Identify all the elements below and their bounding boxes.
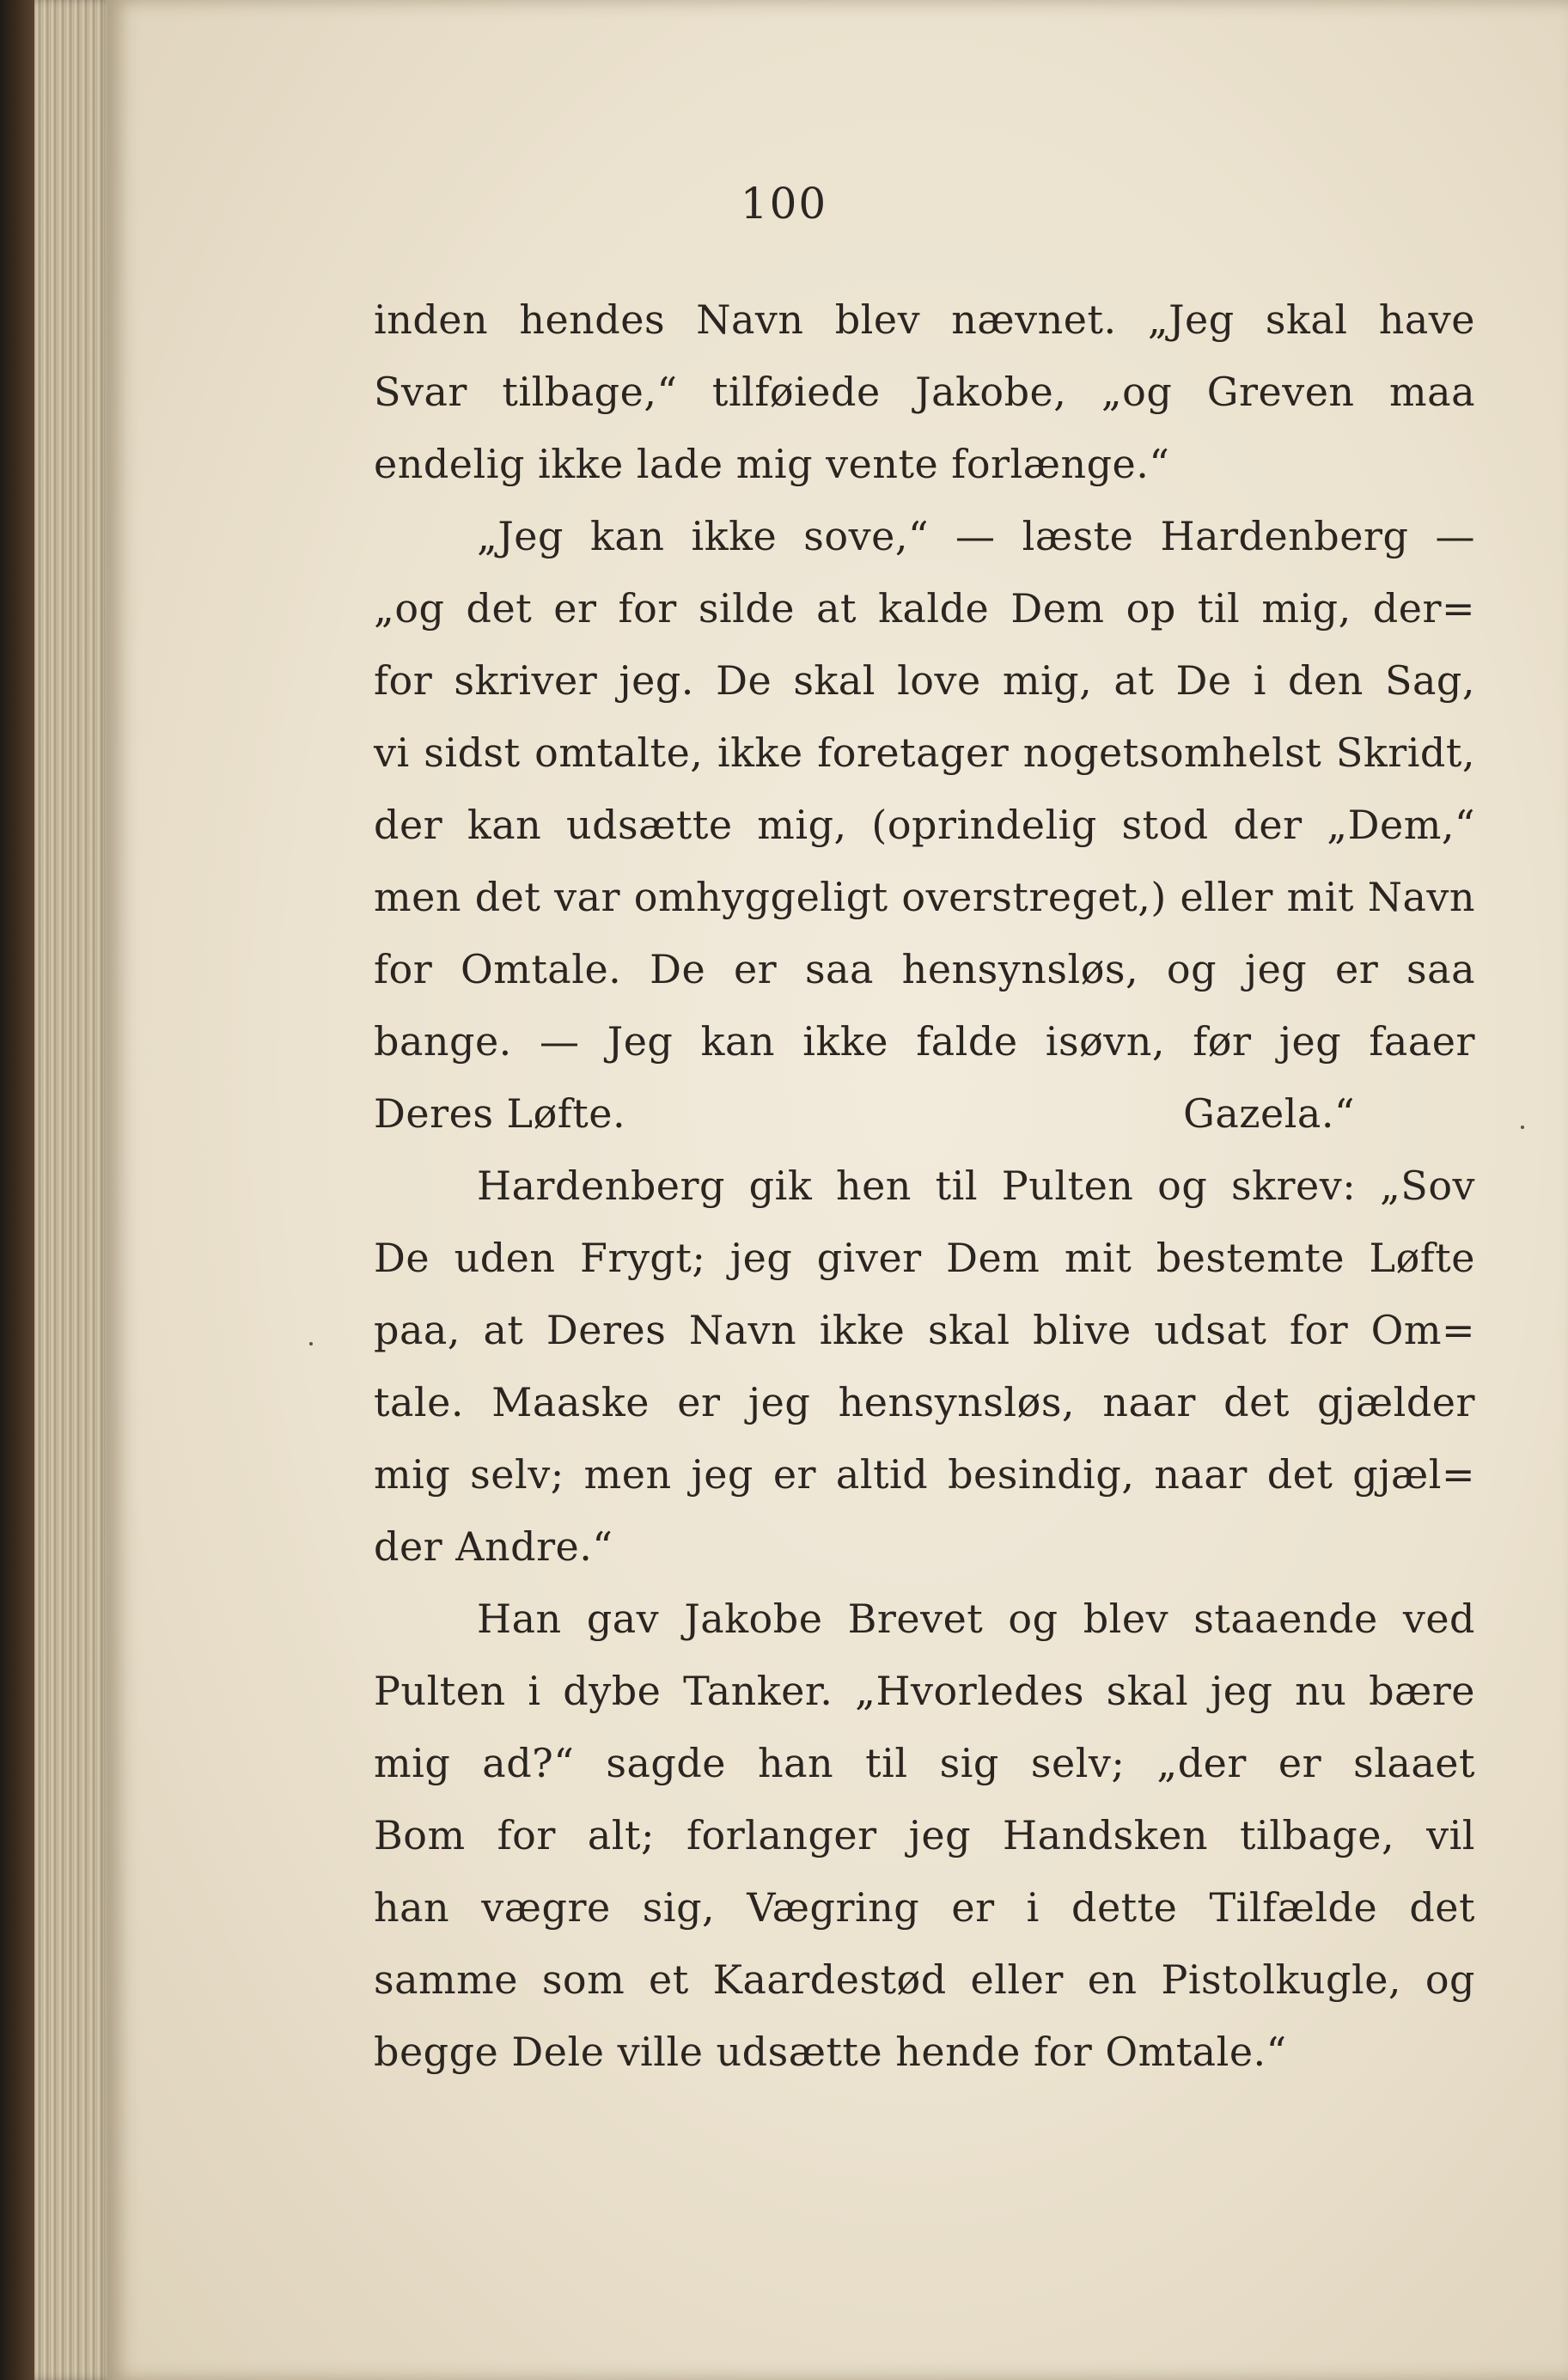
text-line: han vægre sig, Vægring er i dette Tilfælde det: [374, 1884, 1475, 1931]
text-line: inden hendes Navn blev nævnet. „Jeg skal have: [374, 296, 1475, 343]
page-edge-stack: [34, 0, 112, 2380]
paper-speck: [309, 1342, 313, 1346]
text-line: mig ad?“ sagde han til sig selv; „der er slaaet: [374, 1740, 1475, 1786]
text-line: samme som et Kaardestød eller en Pistolkugle, og: [374, 1956, 1475, 2003]
paper-speck: [1521, 1126, 1524, 1129]
text-line: tale. Maaske er jeg hensynsløs, naar det gjælder: [374, 1379, 1475, 1425]
text-line: endelig ikke lade mig vente forlænge.“: [374, 441, 1170, 487]
text-line-with-signature: [374, 1077, 1475, 1150]
text-line: der Andre.“: [374, 1523, 613, 1570]
text-line: bange. — Jeg kan ikke falde isøvn, før jeg faaer: [374, 1018, 1475, 1065]
text-line: mig selv; men jeg er altid besindig, naar det gjæl=: [374, 1451, 1475, 1498]
text-line: Pulten i dybe Tanker. „Hvorledes skal jeg nu bære: [374, 1668, 1475, 1714]
text-line: der kan udsætte mig, (oprindelig stod der „Dem,“: [374, 802, 1475, 848]
text-line: for skriver jeg. De skal love mig, at De i den Sag,: [374, 657, 1475, 704]
text-line: „og det er for silde at kalde Dem op til mig, der=: [374, 585, 1475, 632]
letter-signature: Gazela.“: [1183, 1090, 1355, 1137]
text-line: begge Dele ville udsætte hende for Omtale.“: [374, 2029, 1287, 2075]
text-line: De uden Frygt; jeg giver Dem mit bestemte Løfte: [374, 1235, 1475, 1281]
text-line: men det var omhyggeligt overstreget,) eller mit Navn: [374, 874, 1475, 920]
text-line: for Omtale. De er saa hensynsløs, og jeg er saa: [374, 946, 1475, 992]
text-line: Deres Løfte.: [374, 1090, 626, 1137]
text-line: „Jeg kan ikke sove,“ — læste Hardenberg —: [477, 513, 1475, 559]
text-line: paa, at Deres Navn ikke skal blive udsat for Om=: [374, 1307, 1475, 1353]
text-line: Han gav Jakobe Brevet og blev staaende ved: [477, 1596, 1475, 1642]
body-text: [374, 284, 1475, 2088]
text-line: Bom for alt; forlanger jeg Handsken tilbage, vil: [374, 1812, 1475, 1858]
text-line: Svar tilbage,“ tilføiede Jakobe, „og Greven maa: [374, 369, 1475, 415]
text-line: vi sidst omtalte, ikke foretager nogetsomhelst Skridt,: [374, 729, 1475, 776]
page-number: 100: [740, 179, 828, 229]
text-line: Hardenberg gik hen til Pulten og skrev: „Sov: [477, 1163, 1475, 1209]
